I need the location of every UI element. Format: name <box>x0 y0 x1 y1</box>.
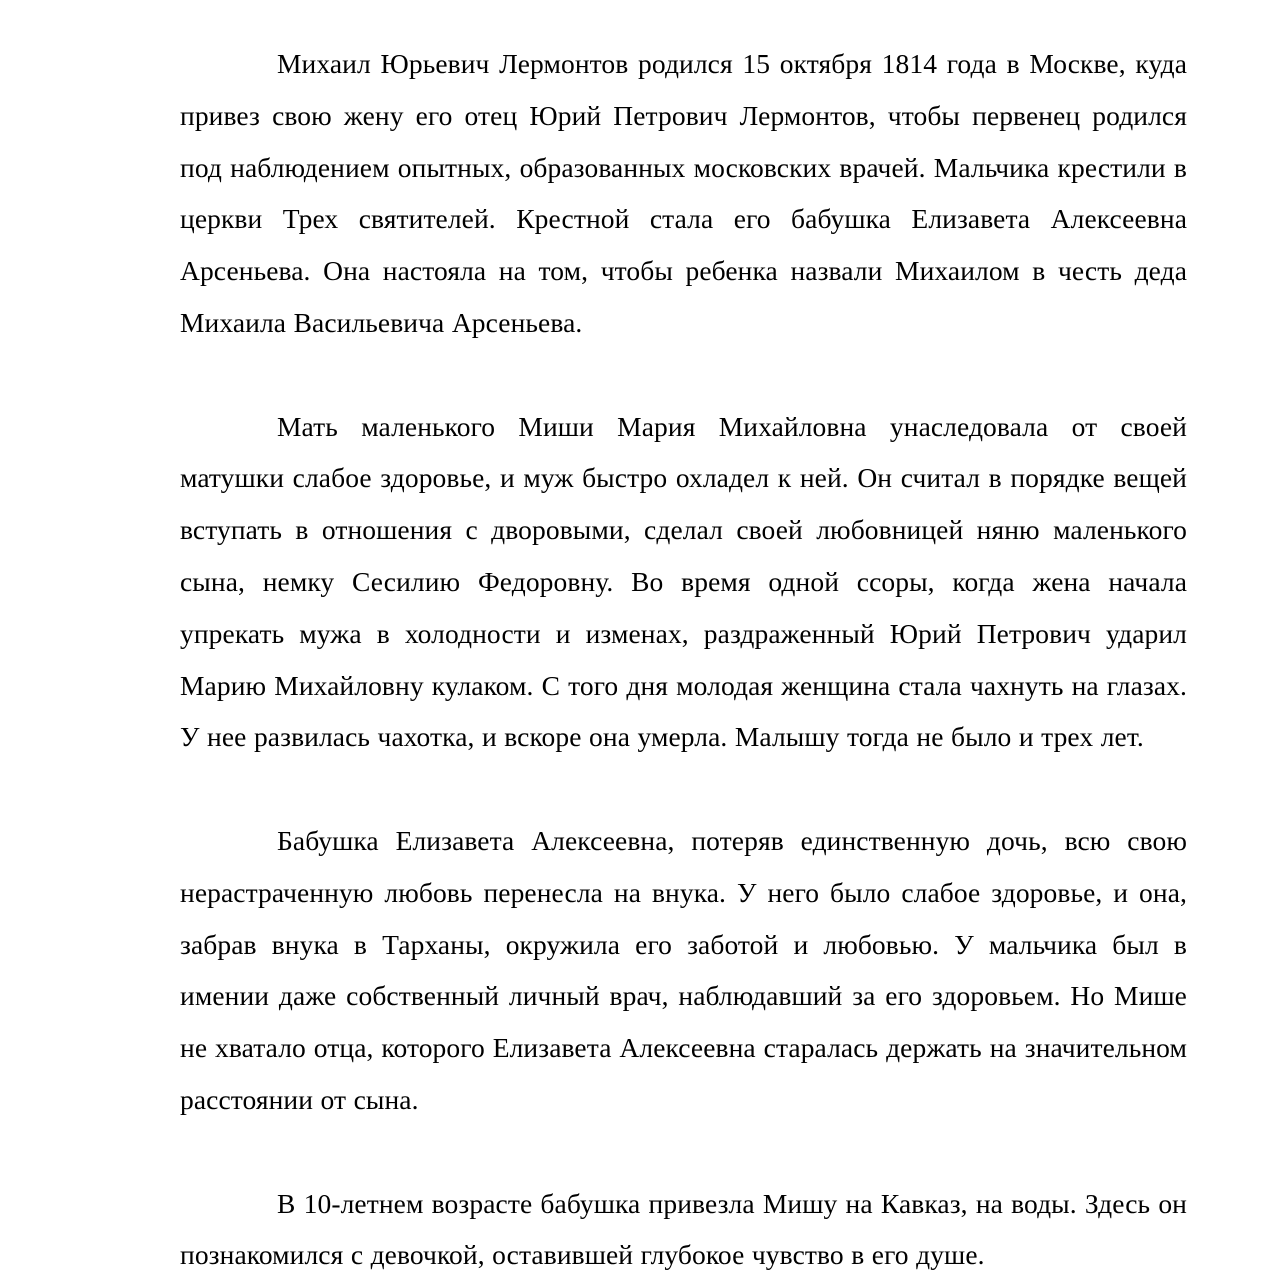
paragraph-2: Мать маленького Миши Мария Михайловна унаследовала от своей матушки слабое здоровье, и муж быстро охладел к ней. Он считал в порядке вещей вступать в отношения с дворовыми, сделал своей любовницей няню маленького сына, немку Сесилию Федоровну. Во время одной ссоры, когда жена начала упрекать мужа в холодности и изменах, раздраженный Юрий Петрович ударил Марию Михайловну кулаком. С того дня молодая женщина стала чахнуть на глазах. У нее развилась чахотка, и вскоре она умерла. Малышу тогда не было и трех лет. <box>180 410 1187 753</box>
document-text-column <box>180 38 1187 1280</box>
paragraph-3: Бабушка Елизавета Алексеевна, потеряв единственную дочь, всю свою нерастраченную любовь перенесла на внука. У него было слабое здоровье, и она, забрав внука в Тарханы, окружила его заботой и любовью. У мальчика был в имении даже собственный личный врач, наблюдавший за его здоровьем. Но Мише не хватало отца, которого Елизавета Алексеевна старалась держать на значительном расстоянии от сына. <box>180 824 1187 1115</box>
paragraph-1: Михаил Юрьевич Лермонтов родился 15 октября 1814 года в Москве, куда привез свою жену его отец Юрий Петрович Лермонтов, чтобы первенец родился под наблюдением опытных, образованных московских врачей. Мальчика крестили в церкви Трех святителей. Крестной стала его бабушка Елизавета Алексеевна Арсеньева. Она настояла на том, чтобы ребенка назвали Михаилом в честь деда Михаила Васильевича Арсеньева. <box>180 48 1187 338</box>
paragraph-4: В 10-летнем возрасте бабушка привезла Мишу на Кавказ, на воды. Здесь он познакомился с девочкой, оставившей глубокое чувство в его душе. <box>180 1187 1187 1271</box>
